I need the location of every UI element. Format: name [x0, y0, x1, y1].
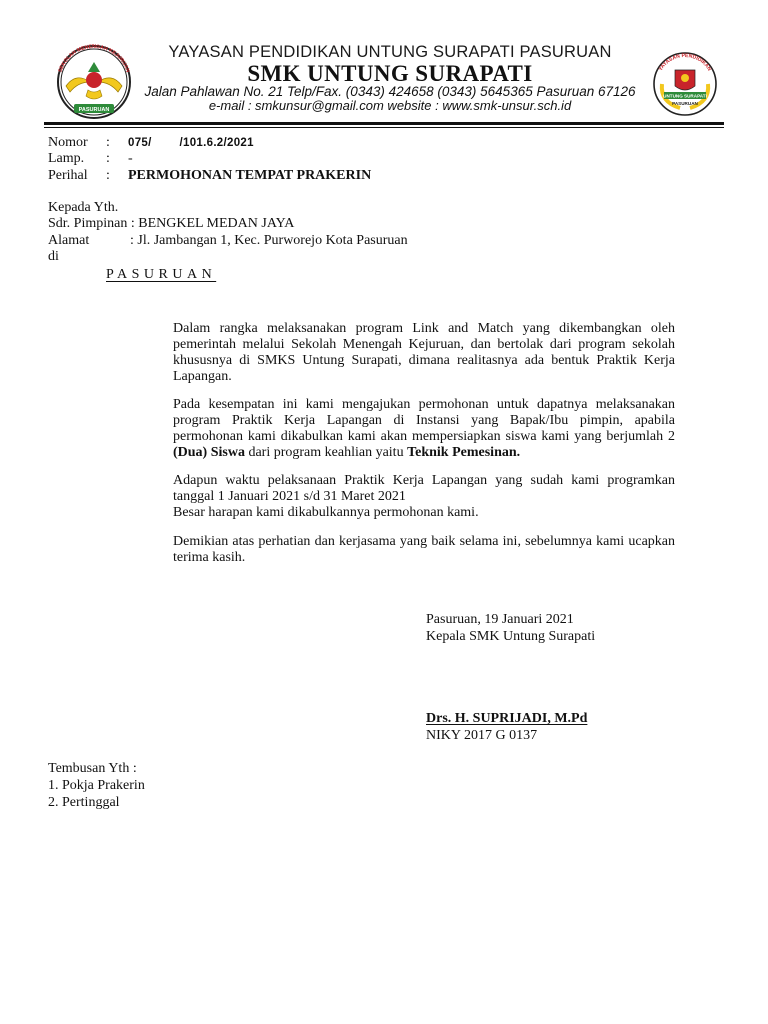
right-logo-arc-text: YAYASAN PENDIDIKAN: [657, 52, 713, 73]
body-paragraph-4: Demikian atas perhatian dan kerjasama yang baik selama ini, sebelumnya kami ucapkan terima kasih.: [173, 534, 675, 565]
cc-item: 2. Pertinggal: [48, 795, 120, 810]
signature-place-date: Pasuruan, 19 Januari 2021: [426, 612, 574, 627]
perihal-label: Perihal: [48, 168, 88, 183]
letterhead-divider: [44, 122, 724, 125]
body-paragraph-3: [173, 473, 675, 521]
right-logo-bottom-text: PASURUAN: [672, 101, 698, 106]
p3-hope: Besar harapan kami dikabulkannya permohonan kami.: [173, 505, 479, 520]
nomor-value: 075/ /101.6.2/2021: [128, 137, 254, 149]
right-logo-band-text: UNTUNG SURAPATI: [663, 93, 707, 99]
perihal-value: PERMOHONAN TEMPAT PRAKERIN: [128, 168, 372, 183]
school-contact: e-mail : smkunsur@gmail.com website : www.smk-unsur.sch.id: [208, 98, 572, 113]
school-name: SMK UNTUNG SURAPATI: [247, 61, 533, 86]
recipient-di: di: [48, 249, 59, 264]
school-address: Jalan Pahlawan No. 21 Telp/Fax. (0343) 424658 (0343) 5645365 Pasuruan 67126: [144, 84, 636, 99]
school-logo-left: [46, 42, 142, 122]
recipient-address-label: Alamat: [48, 233, 90, 248]
body-paragraph-1: Dalam rangka melaksanakan program Link and Match yang dikembangkan oleh pemerintah melalui Sekolah Menengah Kejuruan, dan bertolak dari program sekolah khususnya di SMKS Untung Surapati, dimana realitasnya ada bentuk Praktik Kerja Lapangan.: [173, 321, 675, 384]
body-paragraph-2: [173, 397, 675, 461]
letterhead-divider-thin: [44, 127, 724, 128]
nomor-label: Nomor: [48, 135, 88, 150]
p2-text-a: Pada kesempatan ini kami mengajukan permohonan untuk dapatnya melaksanakan program Praktik Kerja Lapangan di Instansi yang Bapak/Ibu pimpin, apabila permohonan kami dikabulkan kami akan mempersiapkan siswa kami yang berjumlah 2: [173, 397, 675, 444]
foundation-name: YAYASAN PENDIDIKAN UNTUNG SURAPATI PASURUAN: [168, 43, 612, 61]
cc-title: Tembusan Yth :: [48, 761, 137, 776]
perihal-colon: :: [106, 168, 110, 183]
p2-student-count: (Dua) Siswa: [173, 445, 245, 460]
recipient-address: : Jl. Jambangan 1, Kec. Purworejo Kota Pasuruan: [130, 233, 408, 248]
recipient-city: PASURUAN: [106, 267, 217, 282]
signature-id: NIKY 2017 G 0137: [426, 728, 538, 743]
lamp-label: Lamp.: [48, 151, 85, 166]
p3-schedule: Adapun waktu pelaksanaan Praktik Kerja Lapangan yang sudah kami programkan tanggal 1 Januari 2021 s/d 31 Maret 2021: [173, 473, 675, 504]
foundation-logo-right: [650, 42, 720, 122]
p2-text-c: dari program keahlian yaitu: [244, 445, 408, 460]
recipient-salutation: Kepada Yth.: [48, 200, 119, 215]
left-logo-arc-text: SEKOLAH MENENGAH KEJURUAN: [57, 44, 131, 74]
lamp-value: -: [128, 151, 133, 166]
p2-program: Teknik Pemesinan.: [407, 445, 521, 460]
lamp-colon: :: [106, 151, 110, 166]
signature-name: Drs. H. SUPRIJADI, M.Pd: [426, 711, 588, 726]
left-logo-ribbon-text: PASURUAN: [78, 107, 110, 113]
recipient-leader: Sdr. Pimpinan : BENGKEL MEDAN JAYA: [48, 216, 295, 231]
signature-position: Kepala SMK Untung Surapati: [426, 629, 596, 644]
cc-item: 1. Pokja Prakerin: [48, 778, 145, 793]
nomor-colon: :: [106, 135, 110, 150]
